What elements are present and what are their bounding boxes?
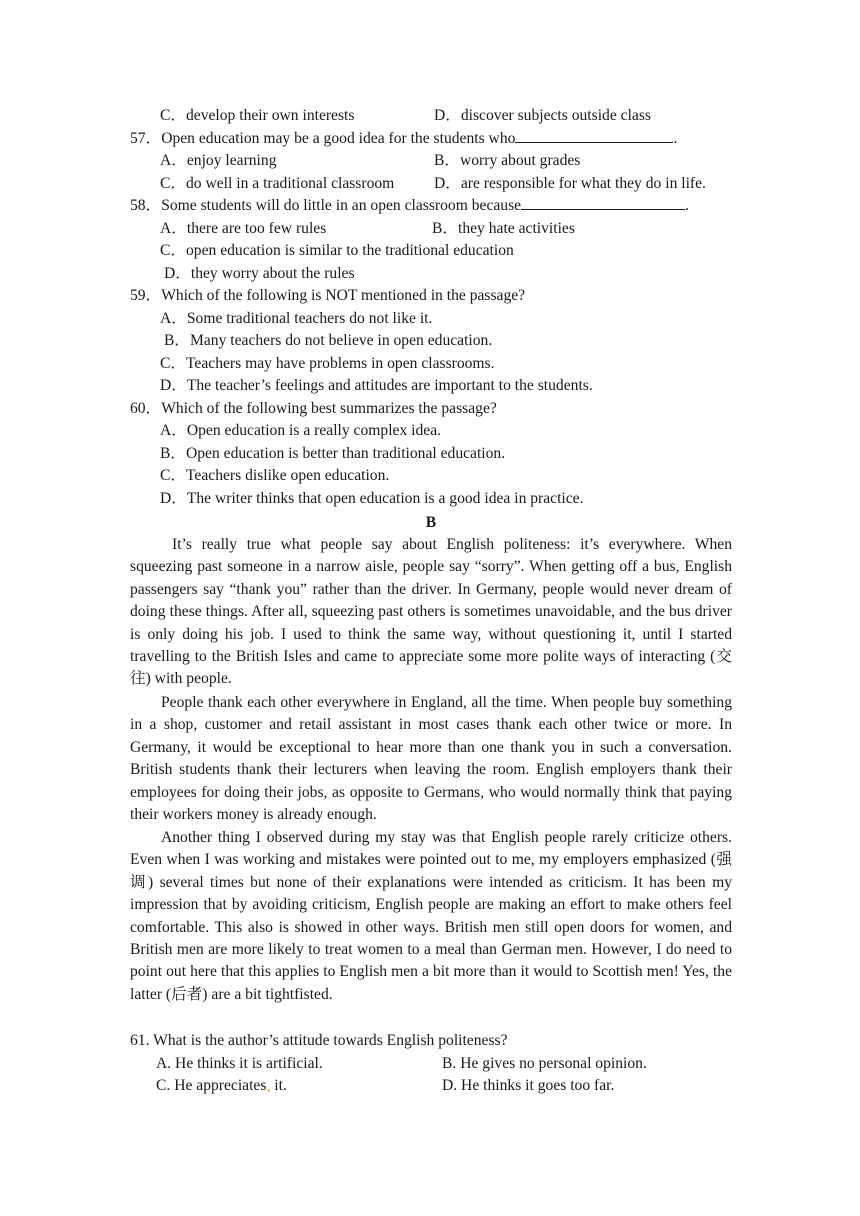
q60-option-c: C．Teachers dislike open education. <box>160 467 390 484</box>
q60-option-b: B．Open education is better than traditional education. <box>160 445 506 462</box>
q61-option-c: C. He appreciates it. <box>156 1077 287 1094</box>
q58-option-a: A．there are too few rules <box>160 220 327 237</box>
q57-option-c: C．do well in a traditional classroom <box>160 175 395 192</box>
passage-paragraph-3: Another thing I observed during my stay was that English people rarely criticize others. Even when I was working and mistakes were pointed out to me, my employers emphasized (强调) several times but none of their explanations were intended as criticism. It has been my impression that by avoiding criticism, English people are making an effort to make others feel comfortable. This also is showed in other ways. British men still open doors for women, and British men are more likely to treat women to a meal than German men. However, I do need to point out here that this applies to English men a bit more than it would to Scottish men! Yes, the latter (后者) are a bit tightfisted. <box>130 829 732 1003</box>
q60-option-d: D．The writer thinks that open education is a good idea in practice. <box>160 490 584 507</box>
q57-option-b: B．worry about grades <box>434 152 581 169</box>
q59-option-a: A．Some traditional teachers do not like it. <box>160 310 433 327</box>
q61-options-row1 <box>156 1053 758 1075</box>
q57-options-row1 <box>160 150 762 172</box>
q61-option-d: D. He thinks it goes too far. <box>442 1077 615 1094</box>
q57-stem: 57．Open education may be a good idea for the students who . <box>130 130 678 147</box>
passage-paragraph-2: People thank each other everywhere in England, all the time. When people buy something in a shop, customer and retail assistant in most cases thank each other twice or more. In Germany, it would be exceptional to hear more than one thank you in such a conversation. British students thank their lecturers when leaving the room. English employers thank their employees for doing their jobs, as opposite to Germans, who would normally think that paying their workers money is already enough. <box>130 694 732 824</box>
q58-option-d: D．they worry about the rules <box>164 265 355 282</box>
q58-option-b: B．they hate activities <box>432 220 575 237</box>
q57-options-row2 <box>160 173 762 195</box>
answer-blank <box>521 195 685 210</box>
q58-options-row1 <box>160 218 762 240</box>
q61-option-b: B. He gives no personal opinion. <box>442 1055 647 1072</box>
q56-option-d: D．discover subjects outside class <box>434 107 651 124</box>
q58-option-c: C．open education is similar to the traditional education <box>160 242 514 259</box>
q59-option-b: B．Many teachers do not believe in open education. <box>164 332 493 349</box>
section-heading: B <box>425 514 437 531</box>
q59-stem: 59．Which of the following is NOT mentioned in the passage? <box>130 287 526 304</box>
q57-option-d: D．are responsible for what they do in life. <box>434 175 706 192</box>
q59-option-c: C．Teachers may have problems in open classrooms. <box>160 355 495 372</box>
q60-option-a: A．Open education is a really complex idea. <box>160 422 442 439</box>
q59-option-d: D．The teacher’s feelings and attitudes are important to the students. <box>160 377 593 394</box>
q61-stem: 61. What is the author’s attitude towards English politeness? <box>130 1032 508 1049</box>
q56-options-row2 <box>160 105 762 127</box>
q61-options-row2 <box>156 1075 758 1097</box>
answer-blank <box>515 128 673 143</box>
q57-option-a: A．enjoy learning <box>160 152 277 169</box>
q61-option-a: A. He thinks it is artificial. <box>156 1055 323 1072</box>
q60-stem: 60．Which of the following best summarizes the passage? <box>130 400 497 417</box>
passage-paragraph-1: It’s really true what people say about English politeness: it’s everywhere. When squeezing past someone in a narrow aisle, people say “sorry”. When getting off a bus, English passengers say “thank you” rather than the driver. In Germany, people would never dream of doing these things. After all, squeezing past others is sometimes unavoidable, and the bus driver is only doing his job. I used to think the same way, without questioning it, until I started travelling to the British Isles and came to appreciate some more polite ways of interacting (交往) with people. <box>130 536 732 688</box>
q56-option-c: C．develop their own interests <box>160 107 355 124</box>
q58-stem: 58．Some students will do little in an open classroom because . <box>130 197 689 214</box>
